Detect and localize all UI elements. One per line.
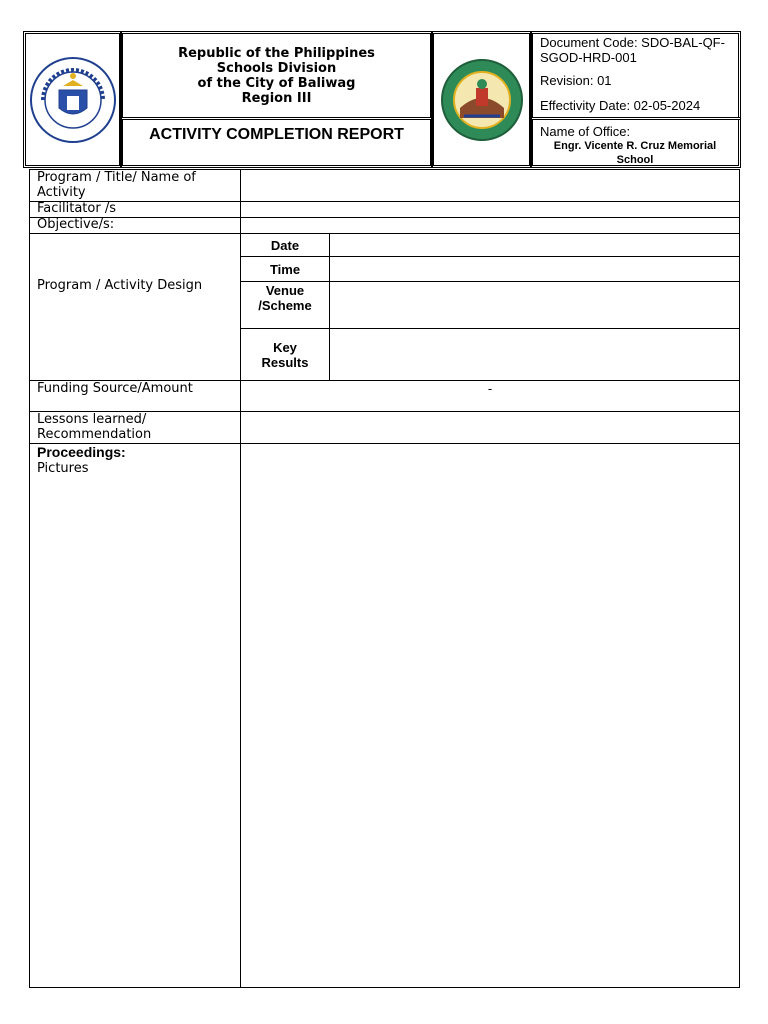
design-label: Program / Activity Design bbox=[37, 278, 203, 293]
pictures-area[interactable] bbox=[241, 444, 739, 987]
lessons-field[interactable] bbox=[241, 412, 739, 443]
org-line-4: Region III bbox=[241, 90, 312, 106]
facilitator-label: Facilitator /s bbox=[37, 201, 116, 216]
date-field[interactable] bbox=[330, 234, 739, 256]
org-line-2: Schools Division bbox=[216, 60, 337, 76]
key-results-label: Key Results bbox=[261, 340, 309, 370]
funding-label: Funding Source/Amount bbox=[37, 381, 193, 396]
lessons-label: Lessons learned/ Recommendation bbox=[37, 412, 152, 442]
proceedings-label: Proceedings: bbox=[37, 444, 126, 460]
deped-seal-box bbox=[23, 31, 122, 168]
revision: Revision: 01 bbox=[540, 73, 612, 88]
venue-label: Venue /Scheme bbox=[258, 283, 312, 313]
pictures-label: Pictures bbox=[37, 461, 89, 476]
funding-value[interactable]: - bbox=[487, 381, 493, 396]
key-results-field[interactable] bbox=[330, 329, 739, 380]
program-title-label: Program / Title/ Name of Activity bbox=[37, 170, 196, 200]
office-label: Name of Office: bbox=[540, 124, 631, 139]
deped-seal-icon bbox=[29, 56, 117, 144]
document-header bbox=[23, 31, 741, 168]
time-field[interactable] bbox=[330, 257, 739, 281]
report-title: ACTIVITY COMPLETION REPORT bbox=[149, 126, 404, 143]
office-box bbox=[530, 117, 741, 168]
date-label: Date bbox=[270, 237, 300, 253]
objectives-label: Objective/s: bbox=[37, 217, 115, 232]
office-name: Engr. Vicente R. Cruz Memorial School bbox=[553, 140, 717, 166]
effectivity-date: Effectivity Date: 02-05-2024 bbox=[540, 98, 701, 113]
org-line-3: of the City of Baliwag bbox=[197, 75, 356, 91]
objectives-field[interactable] bbox=[241, 218, 739, 233]
org-line-1: Republic of the Philippines bbox=[178, 45, 375, 61]
venue-field[interactable] bbox=[330, 282, 739, 328]
document-code: Document Code: SDO-BAL-QF-SGOD-HRD-001 bbox=[540, 35, 725, 65]
program-title-field[interactable] bbox=[241, 170, 739, 201]
sdo-seal-box bbox=[431, 31, 532, 168]
sdo-baliwag-seal-icon bbox=[440, 58, 524, 142]
facilitator-field[interactable] bbox=[241, 202, 739, 217]
report-title-box bbox=[120, 117, 433, 168]
time-label: Time bbox=[269, 261, 301, 277]
org-block bbox=[120, 31, 433, 120]
document-meta-box bbox=[530, 31, 741, 120]
